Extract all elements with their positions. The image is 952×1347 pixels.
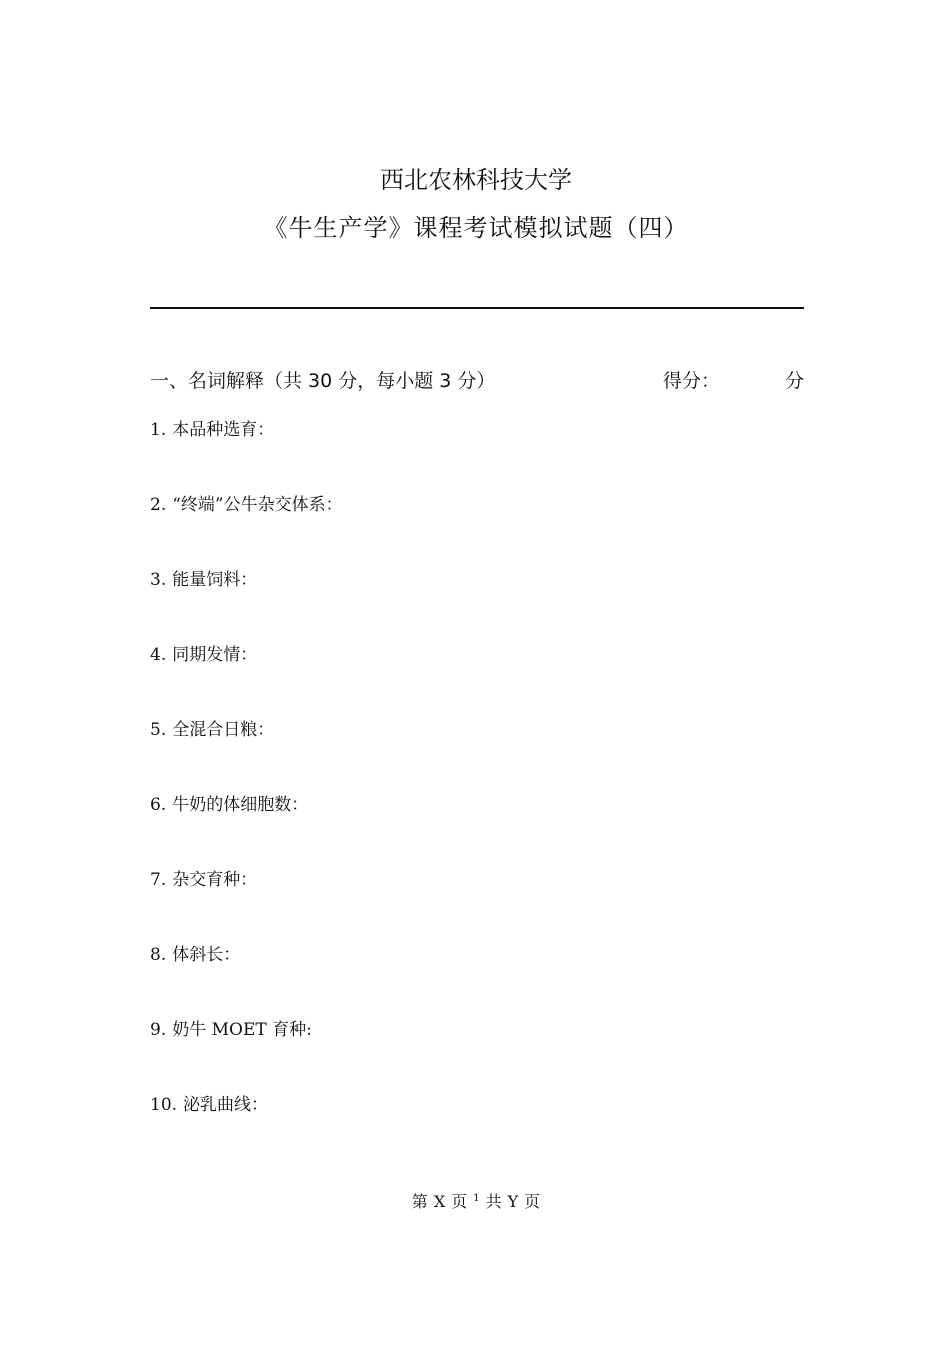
question-text: 能量饲料： <box>172 570 258 590</box>
question-number: 1. <box>150 420 167 440</box>
question-item <box>150 1018 804 1093</box>
question-text: 泌乳曲线： <box>183 1095 269 1115</box>
question-text: “终端”公牛杂交体系： <box>172 495 343 515</box>
question-item <box>150 943 804 1018</box>
page-footer <box>0 1189 952 1212</box>
question-item <box>150 1093 804 1168</box>
question-item <box>150 868 804 943</box>
question-item <box>150 493 804 568</box>
footer-gong: 共 <box>485 1192 502 1211</box>
question-number: 5. <box>150 720 167 740</box>
question-text: 牛奶的体细胞数： <box>172 795 309 815</box>
question-item <box>150 793 804 868</box>
question-item <box>150 568 804 643</box>
footer-page-word: 页 <box>451 1192 468 1211</box>
question-list <box>150 418 804 1168</box>
footer-superscript: 1 <box>473 1193 480 1204</box>
section-title: 一、名词解释（共 30 分，每小题 3 分） <box>150 370 496 392</box>
footer-page-word-total: 页 <box>524 1192 541 1211</box>
footer-page-x: X <box>433 1192 446 1211</box>
question-number: 10. <box>150 1095 178 1115</box>
question-item <box>150 643 804 718</box>
question-text: 本品种选育： <box>172 420 275 440</box>
question-text: 体斜长： <box>172 945 241 965</box>
university-name: 西北农林科技大学 <box>380 166 572 194</box>
question-item <box>150 718 804 793</box>
section-header <box>150 366 804 394</box>
exam-title: 《牛生产学》课程考试模拟试题（四） <box>263 214 689 242</box>
question-number: 4. <box>150 645 167 665</box>
question-text: 杂交育种： <box>172 870 258 890</box>
question-number: 2. <box>150 495 167 515</box>
question-number: 8. <box>150 945 167 965</box>
question-number: 6. <box>150 795 167 815</box>
question-number: 7. <box>150 870 167 890</box>
question-text: 同期发情： <box>172 645 258 665</box>
footer-page-y: Y <box>507 1192 519 1211</box>
question-text: 奶牛 MOET 育种: <box>172 1020 312 1040</box>
score-unit: 分 <box>784 370 804 392</box>
score-label: 得分： <box>663 370 721 392</box>
question-text: 全混合日粮： <box>172 720 275 740</box>
question-number: 9. <box>150 1020 167 1040</box>
question-number: 3. <box>150 570 167 590</box>
footer-di: 第 <box>411 1192 428 1211</box>
header-divider <box>150 307 804 309</box>
question-item <box>150 418 804 493</box>
